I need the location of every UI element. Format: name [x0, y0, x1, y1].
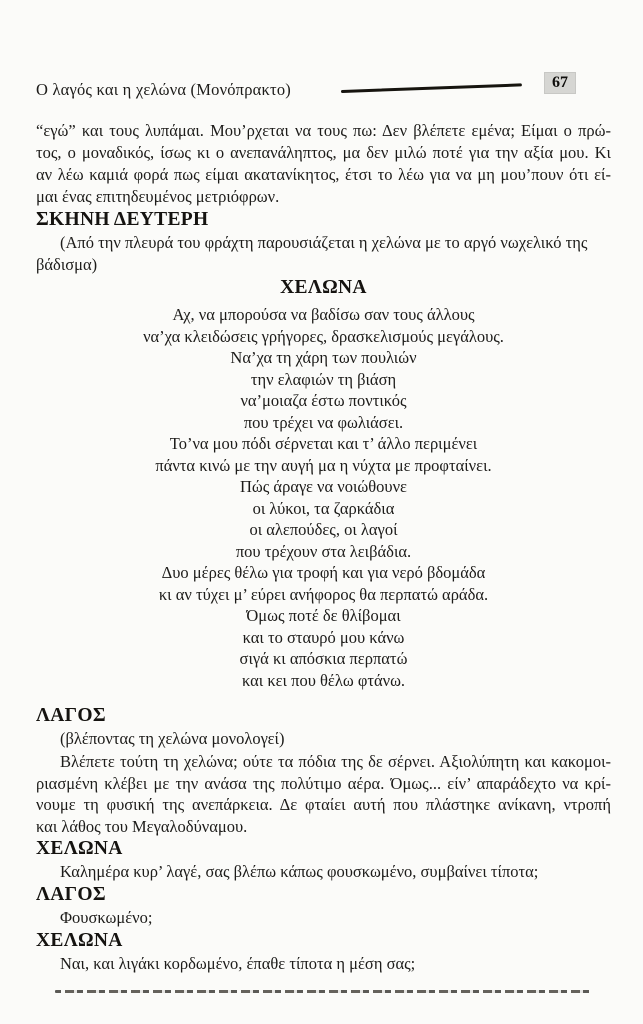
poem-line: Το’να μου πόδι σέρνεται και τ’ άλλο περιμένει: [169, 434, 478, 453]
poem-line: να’μοιαζα έστω ποντικός: [240, 391, 407, 410]
paragraph-line: μαι ένας επιτηδευμένος μετριόφρων.: [36, 187, 280, 206]
scan-artifact-line: [55, 990, 591, 993]
poem-line: οι λύκοι, τα ζαρκάδια: [252, 498, 395, 518]
speaker-heading-tortoise: ΧΕΛΩΝΑ: [36, 930, 123, 951]
poem-line: και το σταυρό μου κάνω: [242, 627, 405, 647]
speaker-heading-hare: ΛΑΓΟΣ: [36, 884, 106, 905]
speaker-heading-tortoise: ΧΕΛΩΝΑ: [36, 838, 123, 859]
poem-line: Όμως ποτέ δε θλίβομαι: [246, 606, 401, 625]
stage-direction: [36, 232, 611, 276]
page-header: [36, 74, 611, 102]
page-number-badge: 67: [544, 72, 576, 94]
poem-line: Αχ, να μπορούσα να βαδίσω σαν τους άλλους: [172, 305, 475, 324]
poem-line: Πώς άραγε να νοιώθουνε: [240, 477, 407, 496]
intro-paragraph: [36, 120, 611, 208]
speech-paragraph: [36, 751, 611, 837]
poem-line: σιγά κι απόσκια περπατώ: [239, 649, 408, 668]
paragraph-line: “εγώ” και τους λυπάμαι. Μου’ρχεται να τους πω: Δεν βλέπετε εμένα; Είμαι ο πρώ-: [36, 121, 611, 140]
poem-line: και κει που θέλω φτάνω.: [241, 670, 406, 690]
poem: [36, 304, 611, 691]
stage-direction-line: (βλέποντας τη χελώνα μονολογεί): [60, 729, 285, 748]
stage-direction-line: βάδισμα): [36, 255, 98, 274]
dialogue-entry: [36, 837, 611, 883]
paragraph-line: ριασμένη κλέβει με την ανάσα της πολύτιμο αέρα. Όμως... είν’ απαράδεχτο να κρί-: [36, 773, 611, 793]
speaker-heading-hare: ΛΑΓΟΣ: [36, 705, 106, 726]
poem-line: την ελαφιών τη βιάση: [250, 369, 397, 389]
poem-line: Δυο μέρες θέλω για τροφή και για νερό βδομάδα: [161, 563, 486, 582]
scene-heading: ΣΚΗΝΗ ΔΕΥΤΕΡΗ: [36, 209, 209, 230]
paragraph-line: αν λέω καμιά φορά πως είμαι ακατανίκητος, έτσι το λέω για να μη μου’πουν ότι εί-: [36, 165, 611, 184]
poem-line: να’χα κλειδώσεις γρήγορες, δρασκελισμούς μεγάλους.: [143, 326, 504, 346]
poem-line: οι αλεπούδες, οι λαγοί: [249, 520, 398, 539]
poem-line: πάντα κινώ με την αυγή μα η νύχτα με προφταίνει.: [155, 455, 492, 475]
dialogue-line: Καλημέρα κυρ’ λαγέ, σας βλέπω κάπως φουσκωμένο, συμβαίνει τίποτα;: [60, 862, 539, 881]
paragraph-line: Βλέπετε τούτη τη χελώνα; ούτε τα πόδια της δε σέρνει. Αξιολύπητη και κακομοι-: [60, 752, 611, 771]
poem-line: που τρέχουν στα λειβάδια.: [235, 541, 412, 561]
poem-line: Να’χα τη χάρη των πουλιών: [230, 348, 417, 367]
dialogue-line: Ναι, και λιγάκι κορδωμένο, έπαθε τίποτα η μέση σας;: [60, 954, 416, 973]
paragraph-line: και λάθος του Μεγαλοδύναμου.: [36, 816, 248, 836]
poem-line: που τρέχει να φωλιάσει.: [243, 412, 404, 432]
dialogue-entry: [36, 929, 611, 975]
poem-line: κι αν τύχει μ’ εύρει ανήφορος θα περπατώ αράδα.: [158, 584, 489, 604]
running-title: Ο λαγός και η χελώνα (Μονόπρακτο): [36, 80, 291, 99]
dialogue-entry: [36, 883, 611, 929]
header-rule: [341, 83, 522, 92]
paragraph-line: νουμε τη φυσική της ανεπάρκεια. Δε φταίει αυτή που πλάστηκε ανίκανη, ντροπή: [36, 795, 611, 814]
dialogue-line: Φουσκωμένο;: [60, 908, 153, 927]
dialogue-entry: [36, 704, 611, 837]
speaker-heading-tortoise: ΧΕΛΩΝΑ: [280, 277, 367, 298]
stage-direction-line: (Από την πλευρά του φράχτη παρουσιάζεται η χελώνα με το αργό νωχελικό της: [60, 233, 588, 252]
paragraph-line: τος, ο μοναδικός, ίσως κι ο ανεπανάληπτος, μα δεν μιλώ ποτέ για την αξία μου. Κι: [36, 143, 611, 162]
